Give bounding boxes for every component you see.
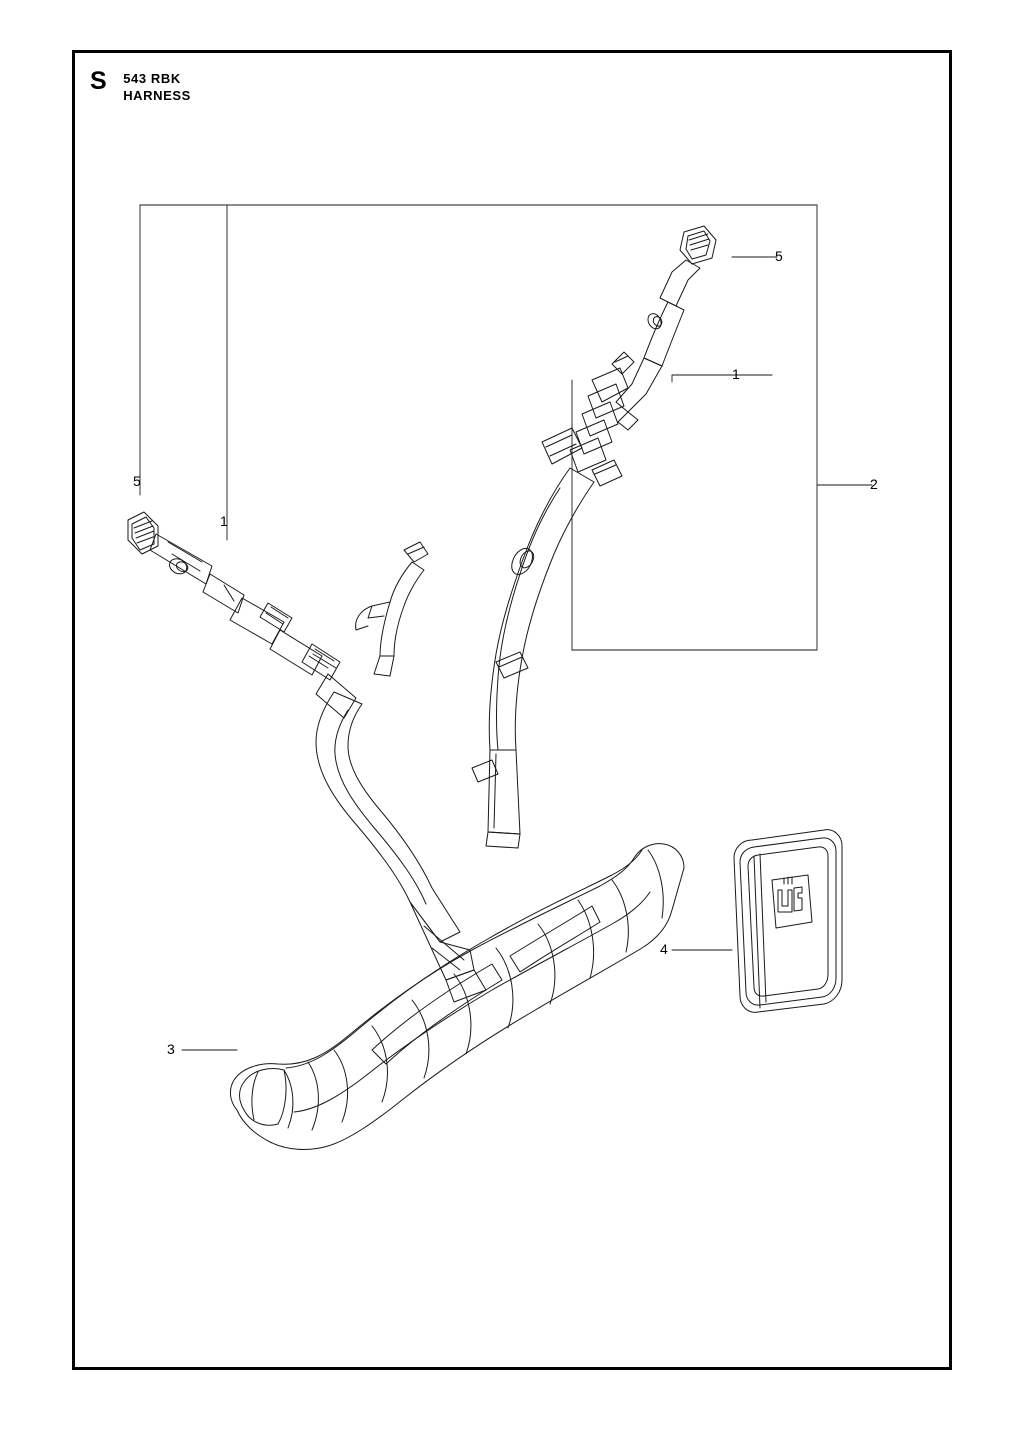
right-webbing <box>542 352 634 486</box>
callout-1-right: 1 <box>732 366 740 382</box>
back-plate <box>734 830 842 1013</box>
callout-5-left: 5 <box>133 473 141 489</box>
section-title: HARNESS <box>123 88 191 103</box>
model-code: 543 RBK <box>123 71 181 86</box>
diagram-canvas <box>72 50 952 1370</box>
leader-lines <box>140 205 872 1050</box>
centre-hook <box>356 542 428 676</box>
harness-line-art <box>72 50 952 1370</box>
husqvarna-crown-logo <box>772 875 812 928</box>
callout-3: 3 <box>167 1041 175 1057</box>
right-shoulder-pad <box>472 468 594 848</box>
hip-pad <box>230 844 684 1150</box>
callout-5-right: 5 <box>775 248 783 264</box>
right-strap-adjuster <box>616 226 716 430</box>
callout-2-right: 2 <box>870 476 878 492</box>
callout-1-left: 1 <box>220 513 228 529</box>
left-webbing <box>230 598 356 718</box>
callout-4: 4 <box>660 941 668 957</box>
section-letter: S <box>90 67 108 95</box>
